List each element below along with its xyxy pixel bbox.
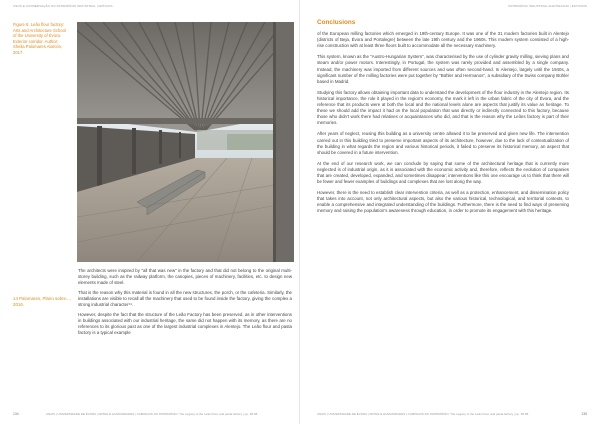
- running-head: PATRIMÓNIO INDUSTRIAL ALENTEJANO | ESTUDOS: [508, 4, 587, 8]
- paragraph: However, despite the fact that the structure of the Leão Factory has been preserved, as in other interventions in buildings associated with our industrial heritage, the same did not happen with its memory, as there are no references to its glorious past as one of the largest industrial complexes in Alentejo. The Leão flour and pasta factory is a typical example: [78, 312, 292, 335]
- paragraph: That is the reason why this material is found in all the new structures, the porch, or the cafeteria. Similarly, the installations are visible to recall all the machinery that used to be found inside the factory, giving the complex a strong industrial character¹⁴.: [78, 290, 292, 307]
- page-number: 135: [581, 412, 587, 416]
- paragraph: However, there is the need to establish clear intervention criteria, as well as a protection, enhancement, and dissemination policy that takes into account, not only architectural aspects, but also the various historical, technological, and territorial contexts, to enable a comprehensive and integrated understanding of the buildings. Furthermore, there is the need to find ways of preserving memory and raising the population's awareness through education, in order to promote its engagement with this heritage.: [317, 190, 569, 214]
- body-text-right: [317, 20, 569, 220]
- paragraph: After years of neglect, reusing this building as a university centre allowed it to be preserved and given new life. The intervention carried out in this building tried to preserve important aspects of its architecture, however, due to the lack of contextualization of the building in what regards the region and various historical periods, it failed to preserve its historical memory, an aspect that should be covered in a future intervention.: [317, 131, 569, 155]
- paragraph: The architects were inspired by "all that was new" in the factory and that did not belong to the original multi-storey building, such as the railway platform, the canopies, pieces of machinery, facilities, etc. to design new elements made of steel.: [78, 268, 292, 285]
- running-head: USOS E CONSERVAÇÃO DO PATRIMÓNIO INDUSTRIAL | ARTIGOS: [13, 4, 113, 8]
- section-title: Conclusions: [317, 19, 356, 26]
- margin-note: 14 Palomares, Plano sobre..., 2016.: [13, 296, 71, 307]
- page-number: 134: [13, 412, 19, 416]
- paragraph: At the end of our research work, we can conclude by saying that some of the architectural heritage that is currently more neglected is of industrial origin, as it is associated with the economic activity and, therefore, reflects the evolution of companies that are created, developed, expanded, and sometimes disappear; interventions like this one encourage us to think that there will be fewer and fewer examples of buildings and complexes that are lost along the way.: [317, 160, 569, 185]
- paragraph: Studying this factory allows obtaining important data to understand the development of the flour industry in the Alentejo region. Its historical importance, the role it played in the region's economy, the mark it left in the urban fabric of the city of Évora, and the reference that its products were at both the local and the national levels alone are aspects that justify its value as heritage. To these we should add the impact it had on the local population that was directly or indirectly connected to this factory, because those who didn't work there had relatives or acquaintances who did, and that is the reason why the Leões factory is part of their memories.: [317, 89, 569, 126]
- figure-caption: Figure 6. Leão flour factory: Arts and Architecture School of the University of Évora. Exterior corridor. Author: Sheila Palomares Alarcón, 2017.: [13, 22, 66, 55]
- paragraph: This system, known as the "Austro-Hungarian System", was characterised by the use of cylinder gravity milling, sieving plans and steam and/or power motors. Interestingly, in Portugal, the system was rarely provided and assembled by a single company. Instead, the machinery was imported from different sources and was often second-hand. In Alentejo, largely until the 1940s, a significant number of the milling factories were put together by "Bühler and Hermanos", a subsidiary of the Swiss company Bühler based in Madrid.: [317, 54, 569, 84]
- body-text-left: [78, 268, 292, 340]
- running-footer: ANAIS | UNIVERSIDADE DE ÉVORA | ARTES E HUMANIDADES | CAMINHOS DO PATRIMÓNIO: The Legacy of the Leão Flour and pasta factory | pp. 38-58: [46, 412, 258, 416]
- corridor-photo-illustration: [77, 22, 294, 262]
- paragraph: of the European milling factories which emerged in 19th-century Europe. It was one of the 31 modern factories built in Alentejo (districts of Beja, Évora and Portalegre) between the late 19th century and the 1960s. This modern system consisted of a high-rise construction with at least three floors built to accommodate all the necessary machinery.: [317, 31, 569, 49]
- corridor-photograph: [77, 22, 294, 262]
- running-footer: ANAIS | UNIVERSIDADE DE ÉVORA | ARTES E HUMANIDADES | CAMINHOS DO PATRIMÓNIO: The Legacy of the Leão Flour and pasta factory | pp. 38-58: [317, 412, 529, 416]
- right-page: [300, 0, 600, 424]
